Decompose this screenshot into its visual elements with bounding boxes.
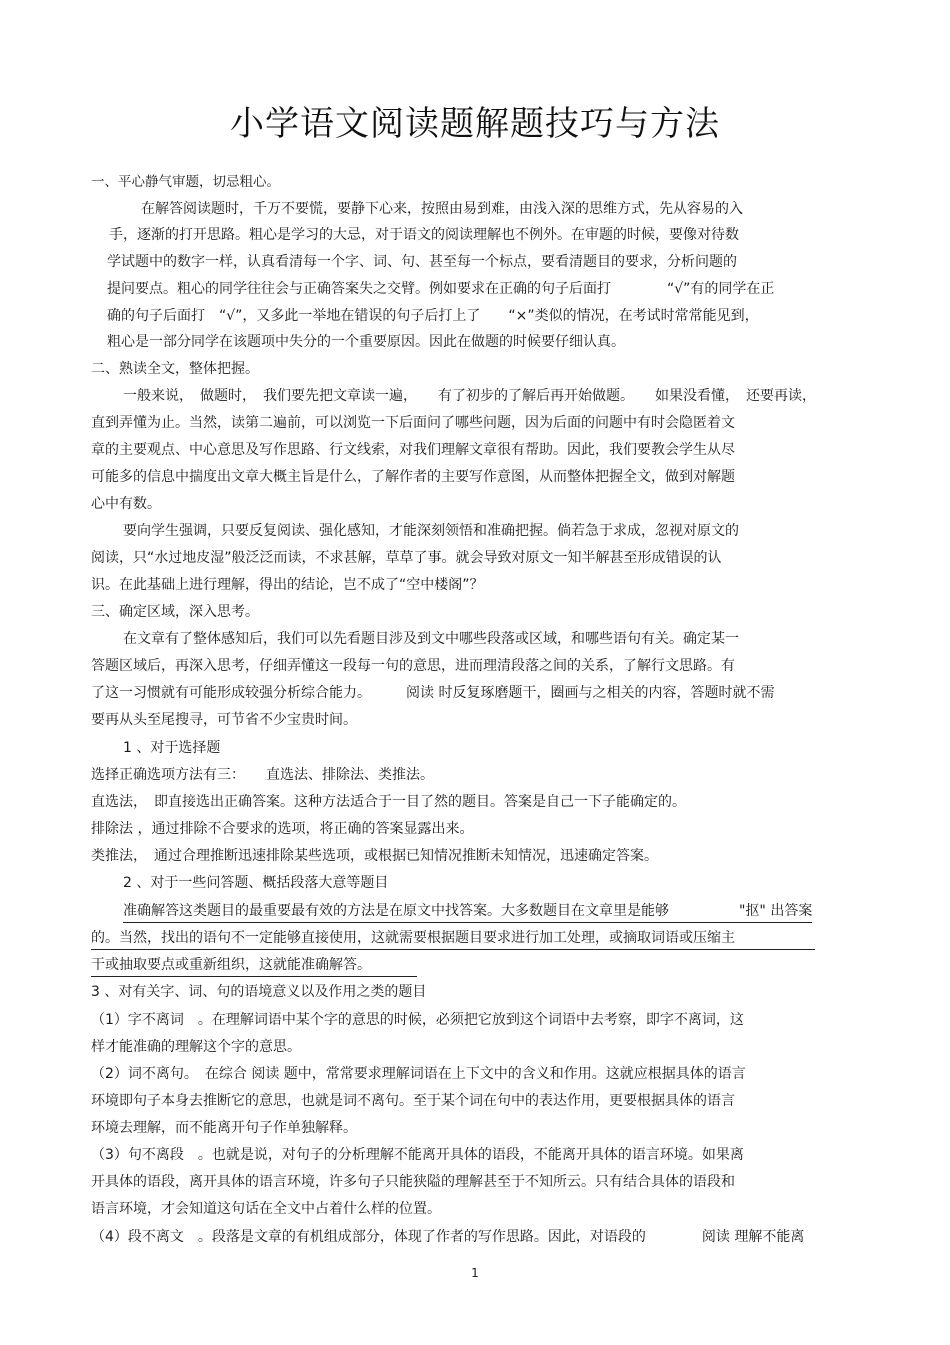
paragraph-line: 在解答阅读题时，千万不要慌，要静下心来，按照由易到难，由浅入深的思维方式，先从容易的入 bbox=[141, 201, 743, 217]
underlined-line: 干或抽取要点或重新组织，这就能准确解答。 bbox=[91, 955, 417, 977]
subsection-heading: 2 、对于一些问答题、概括段落大意等题目 bbox=[123, 875, 389, 891]
paragraph-line: 了这一习惯就有可能形成较强分析综合能力。 阅读 时反复琢磨题干，圈画与之相关的内容，答题时就不需 bbox=[91, 685, 775, 701]
paragraph-line: 章的主要观点、中心意思及写作思路、行文线索，对我们理解文章很有帮助。因此，我们要教会学生从尽 bbox=[91, 442, 735, 458]
section-heading-1: 一、平心静气审题，切忌粗心。 bbox=[91, 174, 280, 190]
underlined-line: 准确解答这类题目的最重要最有效的方法是在原文中找答案。大多数题目在文章里是能够 "抠" 出答案 bbox=[123, 901, 812, 923]
underlined-line: 的。当然，找出的语句不一定能够直接使用，这就需要根据题目要求进行加工处理，或摘取词语或压缩主 bbox=[91, 928, 815, 950]
paragraph-line: 识。在此基础上进行理解，得出的结论，岂不成了“空中楼阁”？ bbox=[91, 577, 484, 593]
page-number: 1 bbox=[471, 1266, 479, 1280]
paragraph-line: 选择正确选项方法有三： 直选法、排除法、类推法。 bbox=[91, 767, 434, 783]
paragraph-line: 阅读，只“水过地皮湿”般泛泛而读，不求甚解，草草了事。就会导致对原文一知半解甚至形成错误的认 bbox=[91, 550, 722, 566]
paragraph-line: 手，逐渐的打开思路。粗心是学习的大忌，对于语文的阅读理解也不例外。在审题的时候，要像对待数 bbox=[109, 227, 739, 243]
paragraph-line: 要再从头至尾搜寻，可节省不少宝贵时间。 bbox=[91, 712, 357, 728]
paragraph-line: （4）段不离文 。段落是文章的有机组成部分，体现了作者的写作思路。因此，对语段的 阅读 理解不能离 bbox=[91, 1229, 805, 1245]
section-heading-3: 三、确定区域，深入思考。 bbox=[91, 604, 259, 620]
paragraph-line: 样才能准确的理解这个字的意思。 bbox=[91, 1039, 301, 1055]
paragraph-line: 语言环境，才会知道这句话在全文中占着什么样的位置。 bbox=[91, 1201, 441, 1217]
paragraph-line: 一般来说， 做题时， 我们要先把文章读一遍， 有了初步的了解后再开始做题。 如果没看懂， 还要再读， bbox=[123, 388, 816, 404]
paragraph-line: 环境即句子本身去推断它的意思，也就是词不离句。至于某个词在句中的表达作用，更要根据具体的语言 bbox=[91, 1093, 735, 1109]
paragraph-line: 答题区域后，再深入思考，仔细弄懂这一段每一句的意思，进而理清段落之间的关系，了解行文思路。有 bbox=[91, 658, 735, 674]
paragraph-line: （2）词不离句。 在综合 阅读 题中，常常要求理解词语在上下文中的含义和作用。这就应根据具体的语言 bbox=[91, 1066, 746, 1082]
page-title: 小学语文阅读题解题技巧与方法 bbox=[230, 104, 720, 144]
subsection-heading: 1 、对于选择题 bbox=[123, 740, 221, 756]
paragraph-line: 环境去理解，而不能离开句子作单独解释。 bbox=[91, 1120, 357, 1136]
paragraph-line: 提问要点。粗心的同学往往会与正确答案失之交臂。例如要求在正确的句子后面打 “√”有的同学在正 bbox=[107, 281, 775, 297]
subsection-heading: 3 、对有关字、词、句的语境意义以及作用之类的题目 bbox=[91, 984, 427, 1000]
paragraph-line: 类推法， 通过合理推断迅速排除某些选项，或根据已知情况推断未知情况，迅速确定答案。 bbox=[91, 848, 658, 864]
paragraph-line: 开具体的语段，离开具体的语言环境，许多句子只能狭隘的理解甚至于不知所云。只有结合具体的语段和 bbox=[91, 1174, 735, 1190]
paragraph-line: 确的句子后面打 “√”，又多此一举地在错误的句子后打上了 “×”类似的情况，在考试时常常能见到， bbox=[107, 308, 759, 324]
paragraph-line: 可能多的信息中揣度出文章大概主旨是什么，了解作者的主要写作意图，从而整体把握全文，做到对解题 bbox=[91, 469, 735, 485]
paragraph-line: 心中有数。 bbox=[91, 496, 161, 512]
paragraph-line: 直到弄懂为止。当然，读第二遍前，可以浏览一下后面问了哪些问题，因为后面的问题中有时会隐匿着文 bbox=[91, 415, 735, 431]
paragraph-line: 粗心是一部分同学在该题项中失分的一个重要原因。因此在做题的时候要仔细认真。 bbox=[107, 334, 625, 350]
paragraph-line: 在文章有了整体感知后，我们可以先看题目涉及到文中哪些段落或区域，和哪些语句有关。确定某一 bbox=[123, 631, 739, 647]
paragraph-line: 直选法， 即直接选出正确答案。这种方法适合于一目了然的题目。答案是自己一下子能确定的。 bbox=[91, 794, 686, 810]
paragraph-line: 学试题中的数字一样，认真看清每一个字、词、句、甚至每一个标点，要看清题目的要求，分析问题的 bbox=[107, 254, 737, 270]
paragraph-line: （3）句不离段 。也就是说，对句子的分析理解不能离开具体的语段，不能离开具体的语言环境。如果离 bbox=[91, 1147, 744, 1163]
section-heading-2: 二、熟读全文，整体把握。 bbox=[91, 361, 259, 377]
paragraph-line: 要向学生强调，只要反复阅读、强化感知，才能深刻领悟和准确把握。倘若急于求成，忽视对原文的 bbox=[123, 523, 739, 539]
paragraph-line: 排除法 ，通过排除不合要求的选项，将正确的答案显露出来。 bbox=[91, 821, 474, 837]
paragraph-line: （1）字不离词 。在理解词语中某个字的意思的时候，必须把它放到这个词语中去考察，即字不离词，这 bbox=[91, 1012, 744, 1028]
